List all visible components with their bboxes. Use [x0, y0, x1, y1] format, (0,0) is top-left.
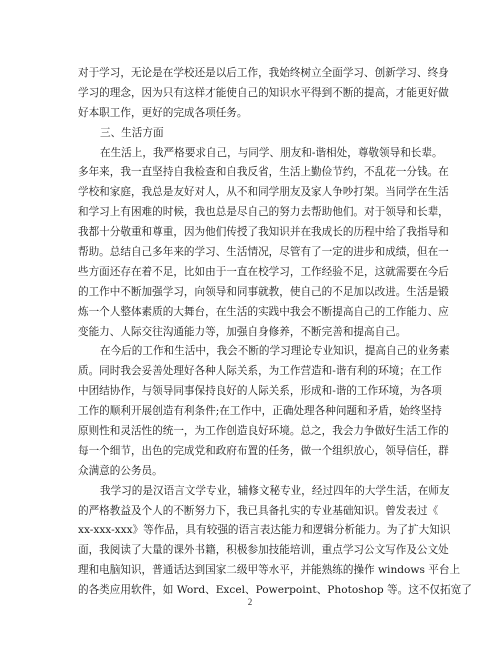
- text-line: 面，我阅读了大量的课外书籍，积极参加技能培训，重点学习公文写作及公文处: [78, 544, 449, 557]
- text-line: 众满意的公务员。: [78, 464, 163, 477]
- body-text: [78, 64, 472, 601]
- text-line: 我都十分敬重和尊重，因为他们传授了我知识并在我成长的历程中给了我指导和: [78, 226, 449, 239]
- text-line: 些方面还存在着不足，比如由于一直在校学习，工作经验不足，这就需要在今后: [78, 265, 449, 278]
- text-line: 帮助。总结自己多年来的学习、生活情况，尽管有了一定的进步和成绩，但在一: [78, 246, 449, 259]
- text-line: 变能力、人际交往沟通能力等，加强自身修养，不断完善和提高自己。: [78, 325, 407, 338]
- text-line: 的严格教益及个人的不断努力下，我已具备扎实的专业基础知识。曾发表过《: [78, 504, 439, 517]
- text-line: 工作的顺利开展创造有利条件;在工作中，正确处理各种问题和矛盾，始终坚持: [78, 405, 442, 418]
- text-line: 原则性和灵活性的统一，为工作创造良好环境。总之，我会力争做好生活工作的: [78, 425, 449, 438]
- page-number: 2: [247, 597, 253, 607]
- text-line: 三、生活方面: [100, 126, 164, 139]
- text-line: 在今后的工作和生活中，我会不断的学习理论专业知识，提高自己的业务素: [100, 345, 450, 358]
- text-line: 对于学习，无论是在学校还是以后工作，我始终树立全面学习、创新学习、终身: [78, 67, 449, 79]
- text-line: 和学习上有困难的时候，我也总是尽自己的努力去帮助他们。对于领导和长辈，: [78, 206, 449, 219]
- text-line: 学校和家庭，我总是友好对人，从不和同学朋友及家人争吵打架。当同学在生活: [78, 186, 449, 199]
- text-line: 多年来，我一直坚持自我检查和自我反省，生活上勤俭节约，不乱花一分钱。在: [78, 166, 449, 179]
- text-line: 炼一个人整体素质的大舞台，在生活的实践中我会不断提高自己的工作能力、应: [78, 305, 449, 318]
- text-line: 的工作中不断加强学习，向领导和同事就教，使自己的不足加以改进。生活是锻: [78, 285, 449, 298]
- text-line: 学习的理念，因为只有这样才能使自己的知识水平得到不断的提高，才能更好做: [78, 86, 449, 99]
- text-line: 的各类应用软件，如 Word、Excel、Powerpoint、Photoshop 等。这不仅拓宽了: [78, 584, 472, 597]
- text-line: 质。同时我会妥善处理好各种人际关系，为工作营造和-谐有利的环境；在工作: [78, 365, 442, 378]
- text-line: 理和电脑知识，普通话达到国家二级甲等水平，并能熟练的操作 windows 平台上: [78, 564, 461, 577]
- text-line: xx-xxx-xxx》等作品，具有较强的语言表达能力和逻辑分析能力。为了扩大知识: [78, 524, 451, 537]
- text-line: 我学习的是汉语言文学专业，辅修文秘专业，经过四年的大学生活，在师友: [100, 484, 450, 497]
- text-line: 在生活上，我严格要求自己，与同学、朋友和-谐相处，尊敬领导和长辈。: [100, 146, 443, 159]
- text-line: 每一个细节，出色的完成党和政府布置的任务，做一个组织放心，领导信任，群: [78, 444, 449, 457]
- text-line: 中团结协作，与领导同事保持良好的人际关系，形成和-谐的工作环境，为各项: [78, 385, 442, 398]
- text-line: 好本职工作，更好的完成各项任务。: [78, 106, 248, 119]
